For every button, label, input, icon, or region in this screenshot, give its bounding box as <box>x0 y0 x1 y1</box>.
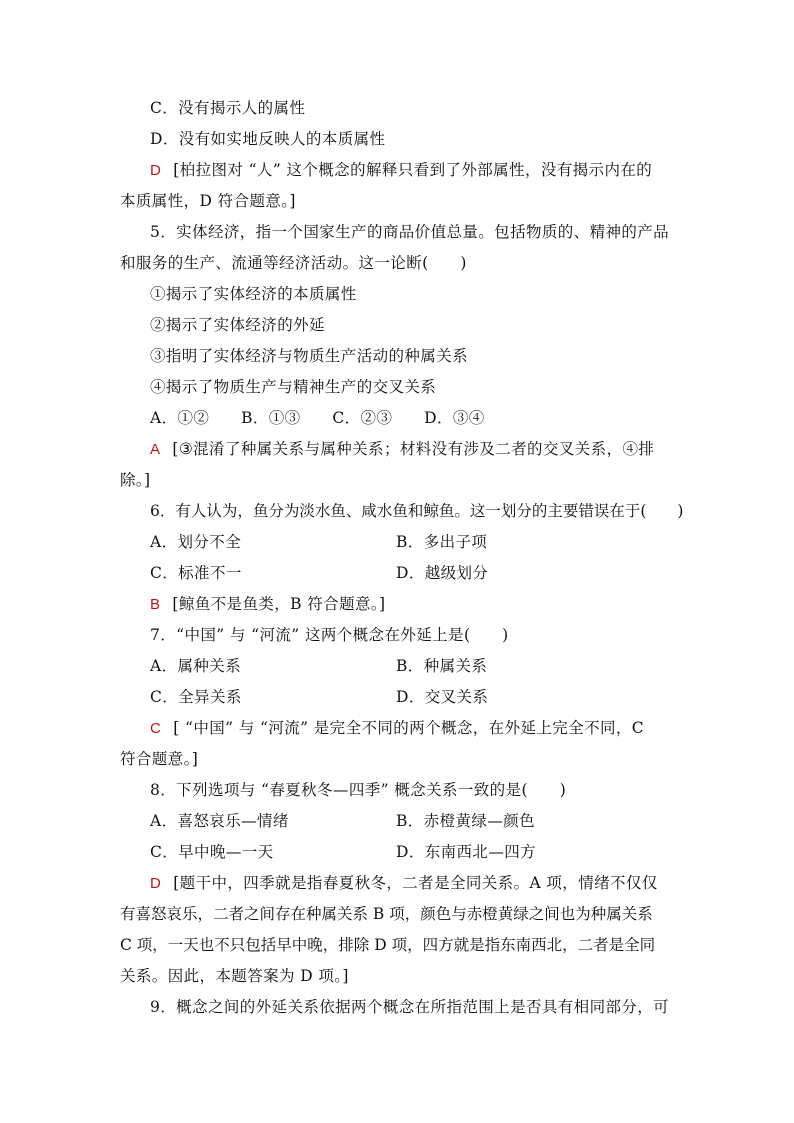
q7-explanation: [ “中国” 与 “河流” 是完全不同的两个概念，在外延上完全不同，C <box>173 719 645 737</box>
q8-option-c: C．早中晚—一天 <box>150 843 274 861</box>
q5-answer-line <box>150 438 654 461</box>
q4-answer-line <box>150 159 652 182</box>
q6-explanation: [鲸鱼不是鱼类，B 符合题意。] <box>172 595 386 613</box>
q8-option-d: D．东南西北—四方 <box>396 843 537 861</box>
q5-options: A．①② B．①③ C．②③ D．③④ <box>150 409 485 427</box>
q6-option-c: C．标准不一 <box>150 564 242 582</box>
q5-explanation-cont: 除。] <box>120 471 151 489</box>
q5-stem-cont: 和服务的生产、流通等经济活动。这一论断( ) <box>120 254 467 272</box>
q5-statement-4: ④揭示了物质生产与精神生产的交叉关系 <box>150 378 437 396</box>
q8-stem: 8．下列选项与 “春夏秋冬—四季” 概念关系一致的是( ) <box>150 781 567 799</box>
q8-option-b: B．赤橙黄绿—颜色 <box>396 812 535 830</box>
q4-option-d: D．没有如实地反映人的本质属性 <box>150 130 386 148</box>
q4-option-c: C．没有揭示人的属性 <box>150 99 306 117</box>
q7-explanation-cont: 符合题意。] <box>120 750 199 768</box>
q7-option-d: D．交叉关系 <box>396 688 489 706</box>
q6-stem: 6．有人认为，鱼分为淡水鱼、咸水鱼和鲸鱼。这一划分的主要错误在于( ) <box>150 502 684 520</box>
q5-statement-1: ①揭示了实体经济的本质属性 <box>150 285 357 303</box>
q8-answer-line <box>150 872 658 895</box>
q4-explanation-cont: 本质属性，D 符合题意。] <box>120 192 296 210</box>
q7-answer-key: C <box>150 720 162 737</box>
q7-stem: 7．“中国” 与 “河流” 这两个概念在外延上是( ) <box>150 626 509 644</box>
q4-explanation: [柏拉图对 “人” 这个概念的解释只看到了外部属性，没有揭示内在的 <box>173 161 653 179</box>
q8-explanation: [题干中，四季就是指春夏秋冬，二者是全同关系。A 项，情绪不仅仅 <box>173 874 658 892</box>
q8-explanation-cont-2: C 项，一天也不只包括早中晚，排除 D 项，四方就是指东南西北，二者是全同 <box>120 936 656 954</box>
q6-option-b: B．多出子项 <box>396 533 488 551</box>
q5-statement-2: ②揭示了实体经济的外延 <box>150 316 325 334</box>
q8-explanation-cont-3: 关系。因此，本题答案为 D 项。] <box>120 967 349 985</box>
q6-option-d: D．越级划分 <box>396 564 489 582</box>
q5-explanation: [③混淆了种属关系与属种关系；材料没有涉及二者的交叉关系，④排 <box>172 440 655 458</box>
q4-answer-key: D <box>150 162 162 179</box>
q7-option-c: C．全异关系 <box>150 688 242 706</box>
q7-answer-line <box>150 717 644 740</box>
q9-stem: 9．概念之间的外延关系依据两个概念在所指范围上是否具有相同部分，可 <box>150 998 670 1016</box>
q6-answer-line <box>150 593 385 616</box>
q5-answer-key: A <box>150 441 161 458</box>
q6-answer-key: B <box>150 596 161 613</box>
q7-option-b: B．种属关系 <box>396 657 488 675</box>
q5-stem: 5．实体经济，指一个国家生产的商品价值总量。包括物质的、精神的产品 <box>150 223 670 241</box>
q8-option-a: A．喜怒哀乐—情绪 <box>150 812 289 830</box>
q8-answer-key: D <box>150 875 162 892</box>
q5-statement-3: ③指明了实体经济与物质生产活动的种属关系 <box>150 347 469 365</box>
q7-option-a: A．属种关系 <box>150 657 242 675</box>
q6-option-a: A．划分不全 <box>150 533 242 551</box>
q8-explanation-cont-1: 有喜怒哀乐，二者之间存在种属关系 B 项，颜色与赤橙黄绿之间也为种属关系 <box>120 905 653 923</box>
